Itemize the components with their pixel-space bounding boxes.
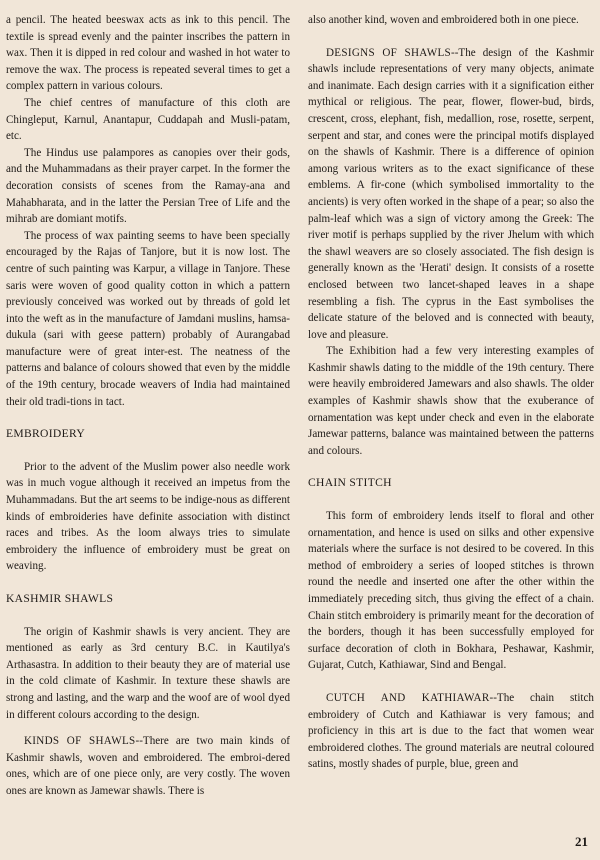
paragraph-text: --The design of the Kashmir shawls include representations of very many objects, animate and inanimate. Each design carries with it a signification either mythical or religious. The pear, flower, flower-bud, birds, crescent, cross, elephant, fish, medallion, rose, rosette, serpent, serpent and star, and cones were the principal motifs displayed on the shawls of Kashmir. There is a difference of opinion among various writers as to the exact significance of these emblems. A fir-cone (which symbolised immortality to the ancients) is very often worked in the shape of a pear; so also the palm-leaf which was a sign of victory among the Greek: The river motif is perhaps supplied by the river Jhelum with which the shawl weavers are so closely associated. The fish design is generally known as the 'Herati' design. It consists of a rosette enclosed between two lancet-shaped leaves in a shape resembling a fish. The cyprus in the East symbolises the delicate stature of the beloved and is connected with beauty, love and pleasure.: [308, 46, 594, 341]
page-number: 21: [575, 834, 588, 849]
spacer: [6, 723, 290, 733]
paragraph: The Hindus use palampores as canopies over their gods, and the Muhammadans as their prayer carpet. In the former the decoration consists of scenes from the Ramay-ana and Mahabharata, and in the latter the Persian Tree of Life and the mihrab are domiant motifs.: [6, 146, 290, 226]
spacer: [308, 29, 594, 45]
paragraph: a pencil. The heated beeswax acts as ink to this pencil. The textile is spread evenly and the painter inscribes the pattern in wax. Then it is dipped in red colour and washed in hot water to remove the wax. The process is repeated several times to get a complex pattern in various colours.: [6, 14, 290, 93]
paragraph-text: --The chain stitch embroidery of Cutch and Kathiawar is very famous; and proficiency in this art is due to the fact that women wear embroidered clothes. The ground materials are neutral coloured satins, mostly shades of purple, blue, green and: [308, 691, 594, 771]
spacer: [308, 674, 594, 690]
inline-heading-kinds-of-shawls: KINDS OF SHAWLS: [24, 735, 136, 748]
spacer: [6, 608, 290, 624]
inline-heading-cutch-and-kathiawar: CUTCH AND KATHIAWAR: [326, 691, 490, 704]
paragraph: The origin of Kashmir shawls is very ancient. They are mentioned as early as 3rd century B.C. in Kautilya's Arthasastra. In addition to their beauty they are of material use in the cold climate of Kashmir. In texture these shawls are strong and lasting, and the warp and the woof are of wool dyed in different colours according to the design.: [6, 625, 290, 721]
paragraph: [308, 45, 594, 344]
spacer: [308, 492, 594, 508]
paragraph: The chief centres of manufacture of this cloth are Chingleput, Karnul, Anantapur, Cuddapah and Musli-patam, etc.: [6, 96, 290, 143]
section-heading-chain-stitch: CHAIN STITCH: [308, 476, 392, 490]
paragraph: The Exhibition had a few very interesting examples of Kashmir shawls dating to the middle of the 19th century. There were heavily embroidered Jamewars and also shawls. The older examples of Kashmir shawls show that the exuberance of ornamentation was kept under check and even in the elaborate Jamewar patterns, balance was maintained between the patterns and colours.: [308, 345, 594, 457]
paragraph: [6, 733, 290, 799]
paragraph: also another kind, woven and embroidered both in one piece.: [308, 14, 579, 26]
paragraph-text: --There are two main kinds of Kashmir shawls, woven and embroidered. The embroi-dered ones, which are of one piece only, are very costly. The woven ones are known as Jamewar shawls. There is: [6, 735, 290, 797]
spacer: [6, 575, 290, 591]
spacer: [308, 459, 594, 475]
inline-heading-designs-of-shawls: DESIGNS OF SHAWLS: [326, 46, 452, 59]
section-heading-embroidery: EMBROIDERY: [6, 427, 86, 441]
paragraph: [308, 690, 594, 773]
paragraph: Prior to the advent of the Muslim power also needle work was in much vogue although it received an impetus from the Muhammadans. But the art seems to be indige-nous as different kinds of embroideries have definite association with distinct races and tribes. As the loom always tries to simulate embroidery the influence of embroidery must be great on weaving.: [6, 460, 290, 573]
paragraph: The process of wax painting seems to have been specially encouraged by the Rajas of Tanjore, but it is now lost. The centre of such painting was Karpur, a village in Tanjore. These saris were woven of good quality cotton in which a pattern previously conceived was worked out by threads of gold let into the weft as in the manufacture of Jamdani muslins, hamsa-dukula (sari with geese pattern) probably of Aurangabad manufacture were of great inter-est. The neatness of the patterns and balance of colours showed that even by the middle of the 19th century, brocade weavers of India had maintained their old tradi-tions in tact.: [6, 229, 290, 408]
spacer: [6, 443, 290, 459]
paragraph: This form of embroidery lends itself to floral and other ornamentation, and hence is used on silks and other expensive materials where the surface is not desired to be covered. In this method of embroidery a series of looped stitches is thrown round the needle and inserted one after the other within the immediately preceding sitch, thus giving the effect of a chain. Chain stitch embroidery is primarily meant for the decoration of the borders, though it has been successfully employed for surface decoration of cloth in Bokhara, Peshawar, Kashmir, Gujarat, Cutch, Kathiawar, Sind and Bengal.: [308, 510, 594, 672]
right-column: [308, 12, 594, 773]
spacer: [6, 410, 290, 426]
section-heading-kashmir-shawls: KASHMIR SHAWLS: [6, 592, 114, 605]
left-column: [6, 12, 290, 800]
